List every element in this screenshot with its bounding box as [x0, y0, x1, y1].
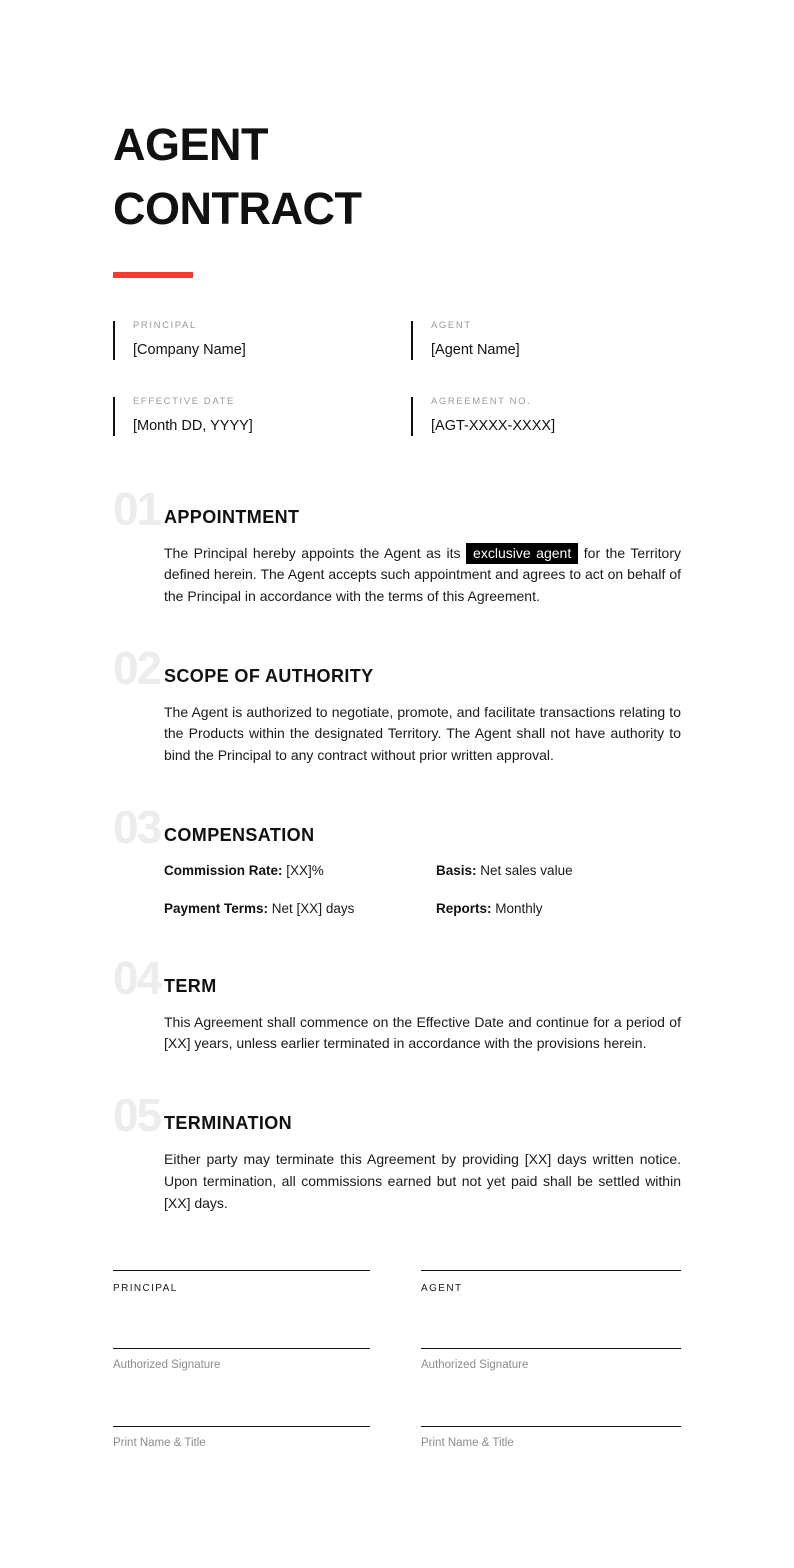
metadata-grid [113, 321, 681, 436]
section-title: APPOINTMENT [164, 506, 300, 527]
kv-key: Commission Rate: [164, 862, 283, 878]
section-paragraph: The Agent is authorized to negotiate, promote, and facilitate transactions relating to the Products within the designated Territory. The Agent shall not have authority to bind the Principal to any contract without prior written approval. [164, 703, 681, 763]
compensation-item-basis [436, 862, 681, 880]
section-body [164, 1149, 681, 1214]
page-title-line-2: CONTRACT [113, 182, 362, 234]
meta-value: [AGT-XXXX-XXXX] [431, 418, 556, 435]
signature-column-principal [113, 1270, 370, 1449]
section-title: SCOPE OF AUTHORITY [164, 665, 374, 686]
meta-field-agent [411, 321, 681, 360]
signature-party-label: AGENT [421, 1283, 463, 1295]
section-body [164, 702, 681, 767]
sections-list [113, 482, 681, 1215]
kv-value: Net sales value [476, 862, 573, 878]
section-scope-of-authority [113, 641, 681, 767]
meta-value: [Company Name] [133, 342, 246, 359]
section-header [113, 482, 681, 535]
section-number: 03 [113, 800, 161, 853]
kv-key: Reports: [436, 901, 492, 917]
meta-field-agreement-no [411, 397, 681, 436]
signature-label: Authorized Signature [113, 1359, 221, 1372]
paragraph-text-after: for the Territory defined herein. The Agent accepts such appointment and agrees to act on behalf of the Principal in accordance with the terms of this Agreement. [164, 544, 681, 604]
section-compensation [113, 800, 681, 918]
signature-column-agent [421, 1270, 681, 1449]
compensation-item-reports [436, 900, 681, 918]
paragraph-text-before: The Principal hereby appoints the Agent as its [164, 544, 467, 561]
kv-value: Monthly [491, 901, 543, 917]
signature-party-label: PRINCIPAL [113, 1283, 178, 1295]
section-paragraph [164, 543, 681, 608]
print-name-label: Print Name & Title [113, 1436, 206, 1449]
meta-field-principal [113, 321, 411, 360]
section-appointment [113, 482, 681, 608]
print-name-label: Print Name & Title [421, 1436, 514, 1449]
section-paragraph: Either party may terminate this Agreement by providing [XX] days written notice. Upon termination, all commissions earned but not yet paid shall be settled within [XX] days. [164, 1151, 681, 1211]
meta-field-effective-date [113, 397, 411, 436]
kv-value: Net [XX] days [268, 901, 355, 917]
meta-label: AGENT [431, 319, 472, 331]
meta-label: EFFECTIVE DATE [133, 395, 235, 407]
section-header [113, 1089, 681, 1142]
highlight-chip-exclusive-agent: exclusive agent [466, 543, 578, 564]
section-title: TERM [164, 975, 217, 996]
section-header [113, 641, 681, 694]
compensation-grid [164, 862, 681, 918]
section-body [164, 1012, 681, 1055]
meta-value: [Month DD, YYYY] [133, 418, 253, 435]
accent-bar [113, 272, 193, 278]
meta-label: PRINCIPAL [133, 319, 197, 331]
section-body [164, 862, 681, 918]
section-paragraph: This Agreement shall commence on the Effective Date and continue for a period of [XX] years, unless earlier terminated in accordance with the provisions herein. [164, 1013, 681, 1052]
kv-key: Payment Terms: [164, 901, 269, 917]
title-block [113, 0, 681, 278]
section-title: COMPENSATION [164, 824, 315, 845]
kv-key: Basis: [436, 862, 477, 878]
section-header [113, 951, 681, 1004]
section-body [164, 543, 681, 608]
signature-label: Authorized Signature [421, 1359, 529, 1372]
signature-block [113, 1270, 681, 1449]
kv-value: [XX]% [282, 862, 324, 878]
section-number: 05 [113, 1089, 161, 1142]
section-term [113, 951, 681, 1055]
section-termination [113, 1089, 681, 1214]
meta-value: [Agent Name] [431, 342, 520, 359]
compensation-item-payment-terms [164, 900, 436, 918]
page-title [113, 113, 681, 241]
page-title-line-1: AGENT [113, 119, 268, 170]
section-header [113, 800, 681, 853]
compensation-item-commission-rate [164, 862, 436, 880]
section-number: 01 [113, 482, 161, 535]
section-number: 04 [113, 951, 161, 1004]
meta-label: AGREEMENT NO. [431, 395, 532, 407]
section-number: 02 [113, 641, 161, 694]
section-title: TERMINATION [164, 1113, 293, 1134]
